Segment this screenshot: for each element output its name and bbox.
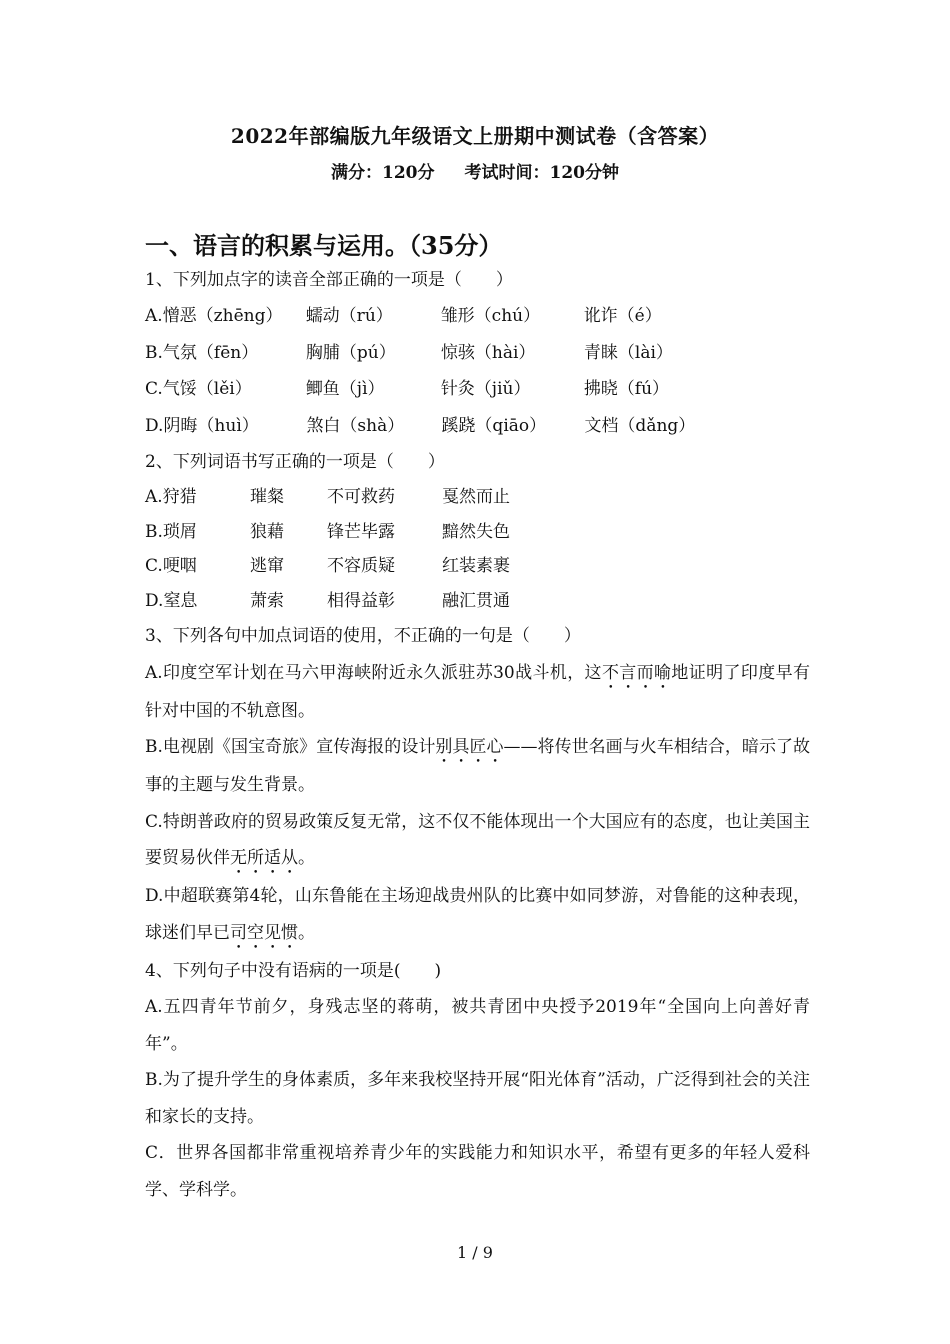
- dotted-phrase: 不言而喻: [601, 662, 672, 683]
- option-word: 萧索: [250, 590, 284, 611]
- question-4-option-b: B.为了提升学生的身体素质，多年来我校坚持开展“阳光体育”活动，广泛得到社会的关注和家长的支持。: [145, 1070, 810, 1127]
- option-word: 锋芒毕露: [327, 521, 395, 542]
- option-word: 蹊跷（qiāo）: [441, 415, 547, 436]
- dotted-phrase: 别具匠心: [435, 737, 504, 758]
- option-word: 气馁（lěi）: [162, 379, 252, 400]
- question-1-stem: 1、下列加点字的读音全部正确的一项是（ ）: [145, 270, 513, 290]
- question-3-stem: 3、下列各句中加点词语的使用，不正确的一句是（ ）: [145, 626, 581, 647]
- option-word: 蠕动（rú）: [305, 306, 393, 327]
- question-4-option-a: A.五四青年节前夕，身残志坚的蒋萌，被共青团中央授予2019年“全国向上向善好青年”。: [145, 997, 810, 1054]
- option-label: A.: [145, 306, 163, 327]
- question-4-stem: 4、下列句子中没有语病的一项是( ): [145, 960, 442, 981]
- page-title: 2022年部编版九年级语文上册期中测试卷（含答案）: [230, 124, 720, 148]
- question-1-option-a: [145, 298, 810, 334]
- option-word: 相得益彰: [327, 590, 395, 611]
- option-word: D.窒息: [145, 590, 198, 611]
- page-number: 1 / 9: [457, 1243, 493, 1262]
- question-3-option-d: D.中超联赛第4轮，山东鲁能在主场迎战贵州队的比赛中如同梦游，对鲁能的这种表现，球迷们早已司空见惯。: [145, 886, 810, 943]
- question-2-option-d: [145, 584, 810, 619]
- option-label: C.: [145, 379, 163, 400]
- question-2-option-c: [145, 549, 810, 584]
- exam-info: [0, 158, 950, 183]
- option-word: 讹诈（é）: [583, 306, 662, 327]
- option-word: 红装素裹: [442, 556, 510, 577]
- question-1-option-b: [145, 335, 810, 371]
- full-score: 满分：120分: [331, 163, 435, 183]
- option-word: 煞白（shà）: [306, 415, 405, 436]
- option-word: C.哽咽: [145, 556, 197, 577]
- option-word: 鲫鱼（jì）: [305, 379, 385, 400]
- option-word: 融汇贯通: [442, 590, 510, 611]
- option-word: 惊骇（hài）: [440, 342, 536, 363]
- option-word: 憎恶（zhēng）: [162, 306, 283, 327]
- option-word: 拂晓（fú）: [583, 379, 670, 400]
- question-2-option-b: [145, 515, 810, 550]
- section-heading: 一、语言的积累与运用。（35分）: [145, 231, 503, 260]
- option-word: 雏形（chú）: [440, 306, 541, 327]
- option-word: A.狩猎: [145, 487, 197, 508]
- questions: [145, 262, 810, 1208]
- question-2-stem: 2、下列词语书写正确的一项是（ ）: [145, 451, 445, 472]
- option-label: B.: [145, 342, 163, 363]
- option-word: 狼藉: [250, 521, 284, 542]
- question-2-option-a: [145, 480, 810, 515]
- option-word: 黯然失色: [442, 521, 510, 542]
- option-word: 胸脯（pú）: [305, 342, 396, 363]
- question-3-option-b: B.电视剧《国宝奇旅》宣传海报的设计别具匠心——将传世名画与火车相结合，暗示了故事的主题与发生背景。: [145, 737, 811, 796]
- option-word: 不可救药: [327, 487, 395, 508]
- option-word: 璀粲: [250, 487, 284, 508]
- option-word: 青睐（lài）: [583, 342, 673, 363]
- question-4-option-c: C．世界各国都非常重视培养青少年的实践能力和知识水平，希望有更多的年轻人爱科学、学科学。: [145, 1143, 810, 1200]
- option-word: B.琐屑: [145, 521, 197, 542]
- option-word: 针灸（jiǔ）: [440, 379, 531, 400]
- exam-time: 考试时间：120分钟: [464, 163, 619, 183]
- question-3-option-c: C.特朗普政府的贸易政策反复无常，这不仅不能体现出一个大国应有的态度，也让美国主要贸易伙伴无所适从。: [145, 811, 810, 869]
- question-3-option-a: A.印度空军计划在马六甲海峡附近永久派驻苏30战斗机，这不言而喻地证明了印度早有针对中国的不轨意图。: [145, 662, 811, 721]
- option-label: D.: [145, 415, 164, 436]
- option-word: 逃窜: [250, 556, 284, 577]
- option-word: 文档（dǎng）: [584, 415, 696, 436]
- option-word: 不容质疑: [327, 556, 395, 577]
- option-word: 气氛（fēn）: [162, 342, 259, 363]
- question-1-option-c: [145, 371, 810, 407]
- dotted-phrase: 无所适从: [230, 848, 298, 869]
- dotted-phrase: 司空见惯: [230, 922, 298, 943]
- question-1-option-d: [145, 408, 810, 444]
- option-word: 阴晦（huì）: [163, 415, 259, 436]
- option-word: 戛然而止: [442, 487, 510, 508]
